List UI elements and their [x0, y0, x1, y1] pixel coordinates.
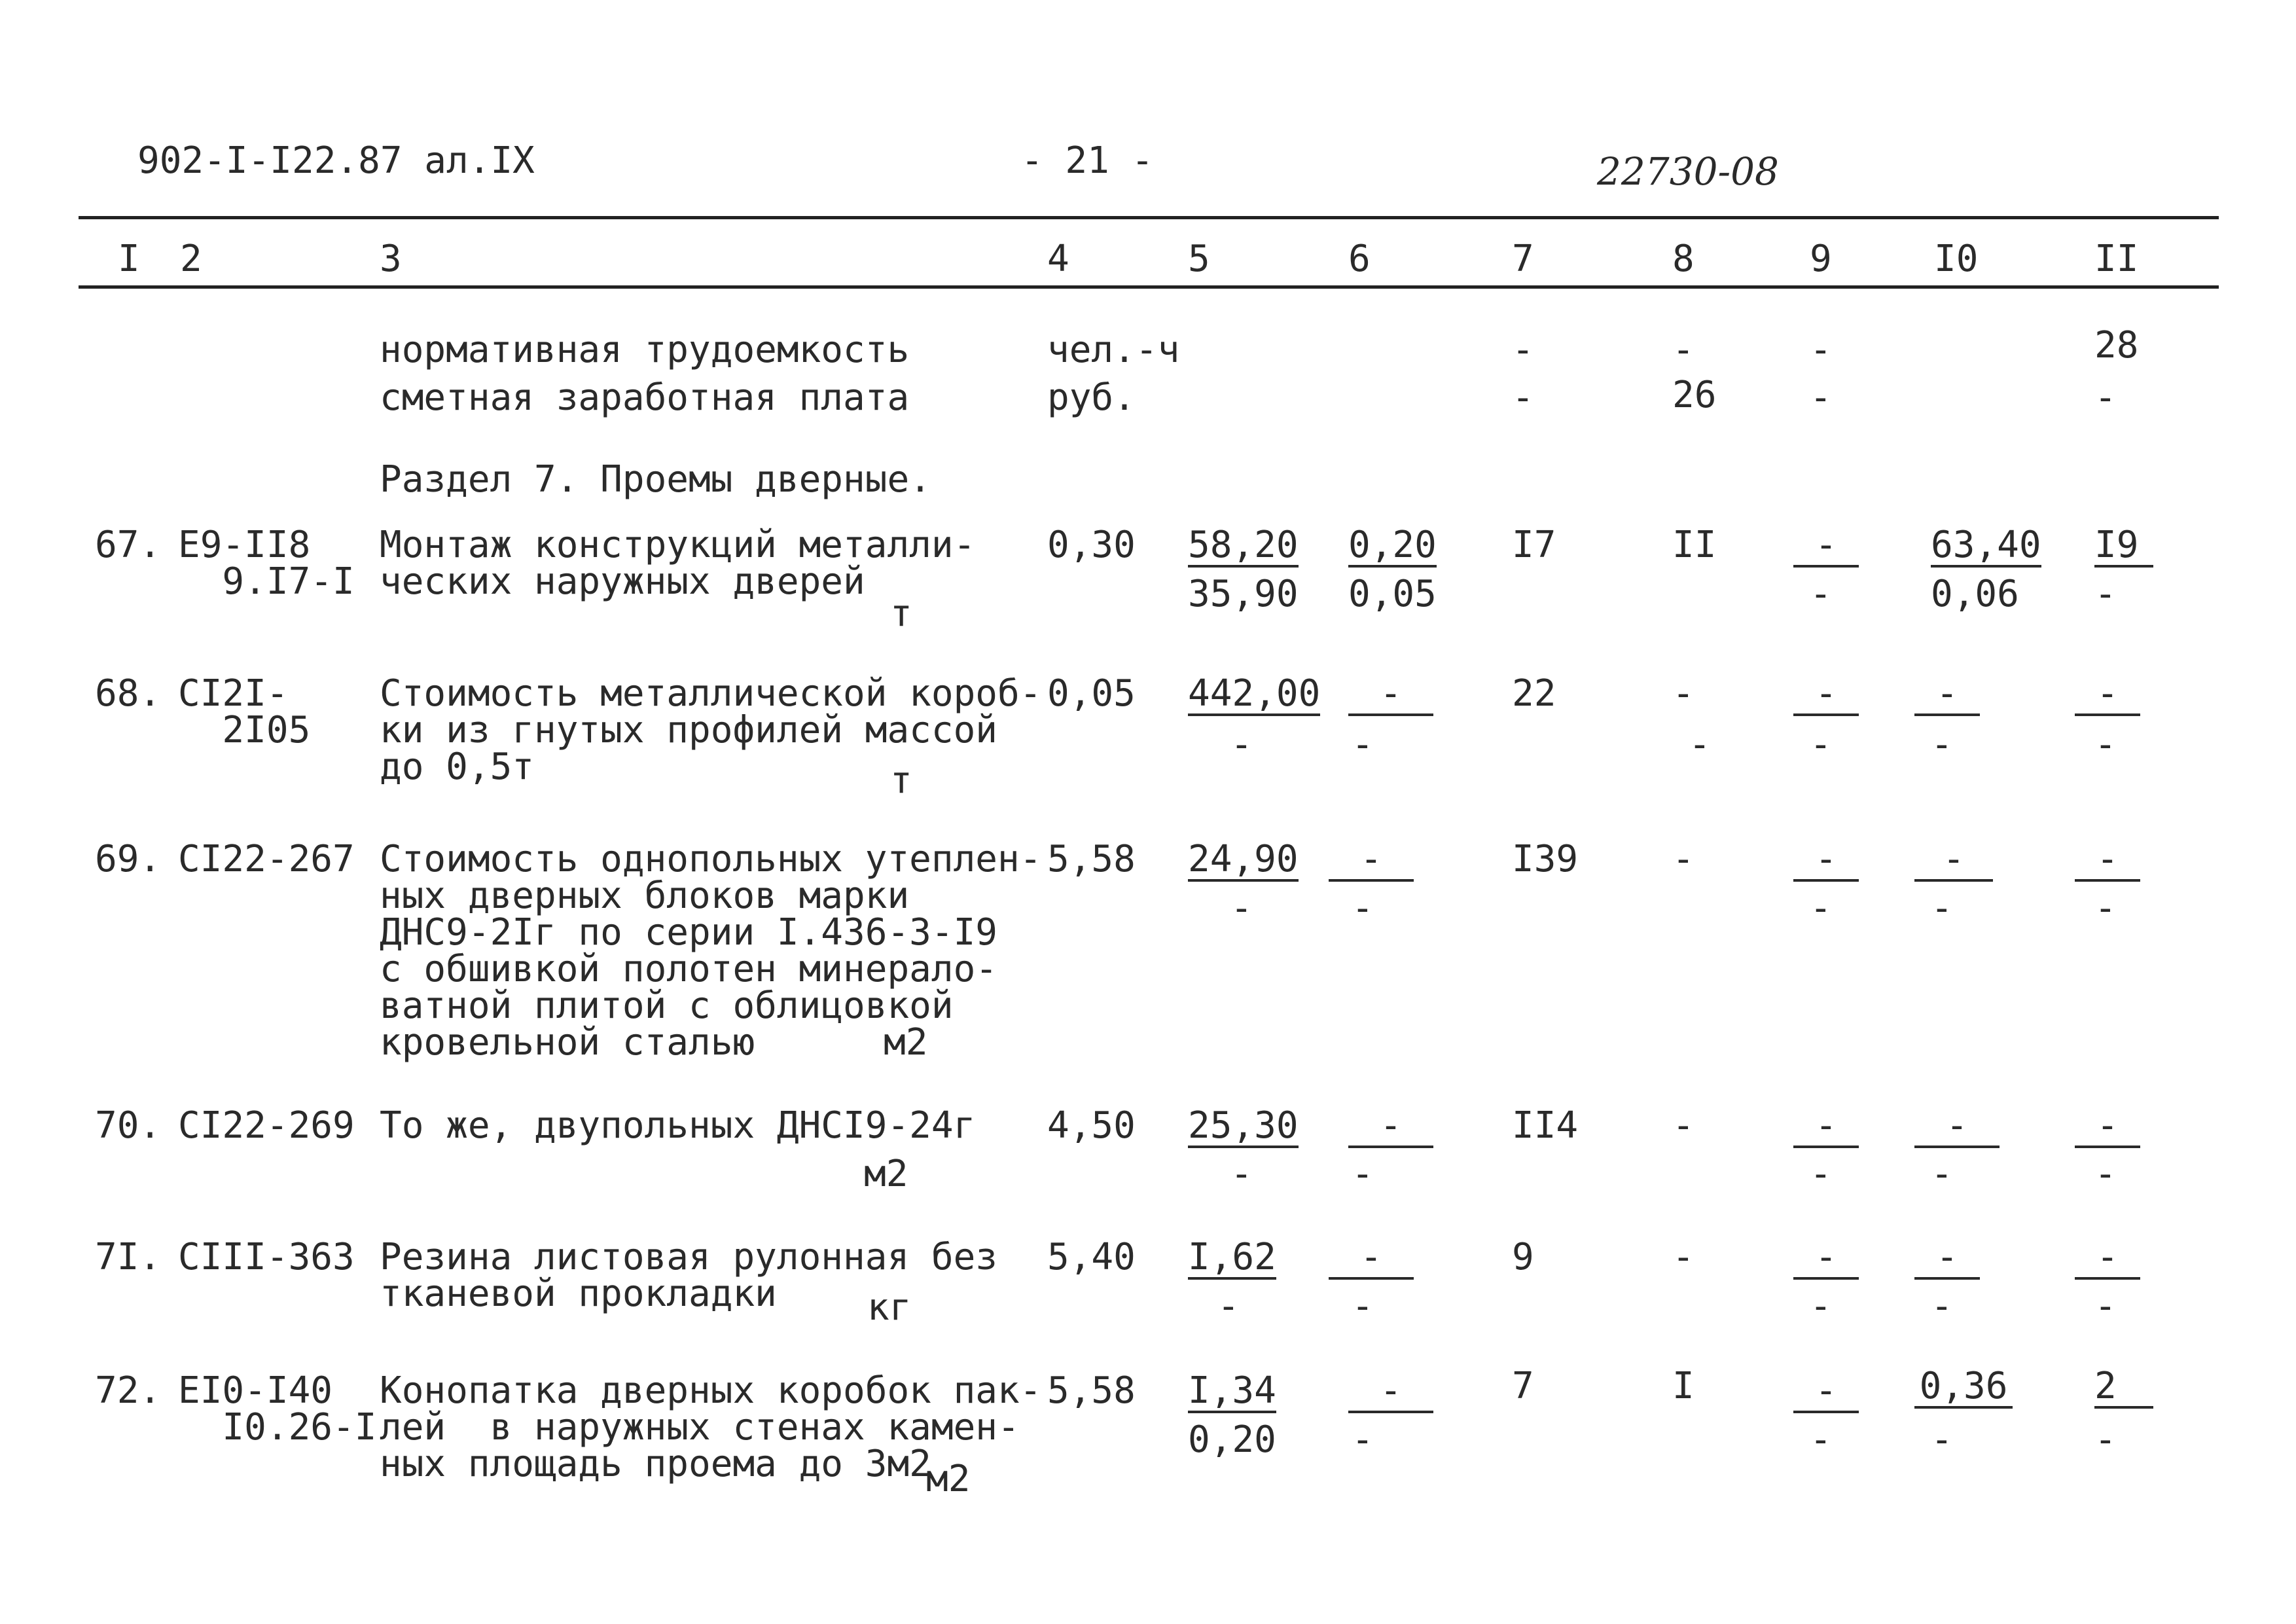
col7-value: I7 — [1512, 524, 1556, 566]
table-header-rule — [79, 285, 2219, 289]
item-description: Стоимость однопольных утеплен- ных дверных блоков марки ДНС9-2Iг по серии I.436-3-I9 с обшивкой полотен минерало- ватной плитой с облицовкой кровельной сталью — [380, 838, 1042, 1064]
col5-bottom: 0,20 — [1188, 1418, 1276, 1461]
col5-bottom: - — [1230, 1153, 1253, 1195]
item-quantity: 5,58 — [1047, 1369, 1136, 1412]
col6-bottom: - — [1352, 1285, 1374, 1327]
col8-value: - — [1672, 672, 1695, 715]
item-unit: т — [890, 759, 912, 802]
labor-col9: - — [1810, 329, 1832, 371]
col5-top: 58,20 — [1188, 524, 1299, 566]
col10-top: - — [1914, 676, 1980, 716]
col7-value: 22 — [1512, 672, 1556, 715]
col10-top: - — [1914, 841, 1993, 882]
labor-col7: - — [1512, 329, 1534, 371]
col11-bottom: - — [2094, 1418, 2117, 1461]
labor-unit: чел.-ч — [1047, 329, 1180, 371]
page-number: - 21 - — [1021, 139, 1154, 182]
section-title: Раздел 7. Проемы дверные. — [380, 458, 931, 501]
item-number: 68. — [95, 672, 162, 715]
col9-bottom: - — [1810, 1418, 1832, 1461]
labor-name: нормативная трудоемкость — [380, 329, 910, 371]
item-code: EI0-I40 I0.26-I — [178, 1369, 377, 1449]
item-quantity: 0,30 — [1047, 524, 1136, 566]
col5-top: 25,30 — [1188, 1104, 1299, 1147]
col11-bottom: - — [2094, 1285, 2117, 1327]
col10-bottom: - — [1931, 1153, 1953, 1195]
column-header-4: 4 — [1047, 238, 1069, 280]
column-header-9: 9 — [1810, 238, 1832, 280]
col9-bottom: - — [1810, 1153, 1832, 1195]
item-quantity: 4,50 — [1047, 1104, 1136, 1147]
column-header-10: I0 — [1934, 238, 1979, 280]
col5-top: 24,90 — [1188, 838, 1299, 880]
item-description: Конопатка дверных коробок пак- лей в наружных стенах камен- ных площадь проема до 3м2 — [380, 1369, 1042, 1485]
column-header-1: I — [118, 238, 140, 280]
item-description: То же, двупольных ДНСI9-24г — [380, 1104, 976, 1147]
item-quantity: 5,40 — [1047, 1236, 1136, 1278]
col5-bottom: - — [1217, 1285, 1240, 1327]
column-header-6: 6 — [1348, 238, 1371, 280]
col10-top: 63,40 — [1931, 524, 2041, 566]
col5-top: 442,00 — [1188, 672, 1321, 715]
item-code: CI22-269 — [178, 1104, 355, 1147]
item-code: CI2I- 2I05 — [178, 672, 311, 751]
item-unit: кг — [867, 1286, 912, 1329]
col8-value: - — [1672, 1104, 1695, 1147]
column-header-2: 2 — [180, 238, 202, 280]
col5-top: I,34 — [1188, 1369, 1276, 1412]
col11-bottom: - — [2094, 887, 2117, 929]
col6-bottom: - — [1352, 1418, 1374, 1461]
item-number: 69. — [95, 838, 162, 880]
labor-col8: 26 — [1672, 374, 1717, 416]
item-number: 72. — [95, 1369, 162, 1412]
col9-bottom: - — [1810, 723, 1832, 766]
item-quantity: 0,05 — [1047, 672, 1136, 715]
column-header-5: 5 — [1188, 238, 1210, 280]
col11-top: - — [2075, 676, 2140, 716]
col6-top: - — [1329, 1239, 1414, 1280]
inventory-number: 22730-08 — [1597, 149, 1779, 194]
item-number: 67. — [95, 524, 162, 566]
labor-name: сметная заработная плата — [380, 376, 910, 419]
col10-bottom: - — [1931, 1285, 1953, 1327]
table-top-rule — [79, 216, 2219, 219]
col6-top: - — [1348, 676, 1433, 716]
col10-bottom: 0,06 — [1931, 573, 2019, 615]
col9-bottom: - — [1810, 887, 1832, 929]
col8-value: II — [1672, 524, 1717, 566]
col5-bottom: 35,90 — [1188, 573, 1299, 615]
item-code: E9-II8 9.I7-I — [178, 524, 355, 603]
item-description: Стоимость металлической короб- ки из гнутых профилей массой до 0,5т — [380, 672, 1042, 788]
col10-top: - — [1914, 1239, 1980, 1280]
document-code: 902-I-I22.87 ал.IX — [137, 139, 535, 182]
col8-bottom: - — [1689, 723, 1711, 766]
item-unit: т — [890, 592, 912, 635]
col7-value: 9 — [1512, 1236, 1534, 1278]
item-unit: м2 — [926, 1458, 971, 1500]
col9-top: - — [1793, 1108, 1859, 1148]
item-code: CI22-267 — [178, 838, 355, 880]
col6-top: 0,20 — [1348, 524, 1437, 566]
col9-top: - — [1793, 1373, 1859, 1413]
col9-top: - — [1793, 841, 1859, 882]
col10-bottom: - — [1931, 887, 1953, 929]
item-quantity: 5,58 — [1047, 838, 1136, 880]
col8-value: - — [1672, 838, 1695, 880]
col6-top: - — [1348, 1108, 1433, 1148]
col6-top: - — [1329, 841, 1414, 882]
column-header-8: 8 — [1672, 238, 1695, 280]
col5-bottom: - — [1230, 887, 1253, 929]
col11-top: - — [2075, 841, 2140, 882]
col11-top: - — [2075, 1239, 2140, 1280]
col6-bottom: - — [1352, 1153, 1374, 1195]
col10-top: - — [1914, 1108, 2000, 1148]
item-unit: м2 — [884, 1021, 928, 1064]
col11-top: 2 — [2094, 1368, 2153, 1409]
item-number: 7I. — [95, 1236, 162, 1278]
item-description: Монтаж конструкций металли- ческих наружных дверей — [380, 524, 976, 603]
col10-top: 0,36 — [1914, 1368, 2013, 1409]
col7-value: I39 — [1512, 838, 1579, 880]
col9-top: - — [1793, 527, 1859, 568]
col5-top: I,62 — [1188, 1236, 1276, 1278]
item-number: 70. — [95, 1104, 162, 1147]
col9-top: - — [1793, 676, 1859, 716]
labor-col9: - — [1810, 376, 1832, 419]
col7-value: II4 — [1512, 1104, 1579, 1147]
col11-top: I9 — [2094, 527, 2153, 568]
col8-value: - — [1672, 1236, 1695, 1278]
item-unit: м2 — [864, 1153, 908, 1195]
col7-value: 7 — [1512, 1365, 1534, 1407]
col11-bottom: - — [2094, 723, 2117, 766]
col9-top: - — [1793, 1239, 1859, 1280]
column-header-3: 3 — [380, 238, 402, 280]
col11-top: - — [2075, 1108, 2140, 1148]
col9-bottom: - — [1810, 1285, 1832, 1327]
col9-bottom: - — [1810, 573, 1832, 615]
labor-unit: руб. — [1047, 376, 1136, 419]
col6-top: - — [1348, 1373, 1433, 1413]
col6-bottom: - — [1352, 723, 1374, 766]
col6-bottom: 0,05 — [1348, 573, 1437, 615]
labor-col11: 28 — [2094, 324, 2139, 367]
item-description: Резина листовая рулонная без тканевой прокладки — [380, 1236, 998, 1315]
column-header-11: II — [2094, 238, 2139, 280]
col6-bottom: - — [1352, 887, 1374, 929]
item-code: CIII-363 — [178, 1236, 355, 1278]
column-header-7: 7 — [1512, 238, 1534, 280]
col8-value: I — [1672, 1365, 1695, 1407]
col5-bottom: - — [1230, 723, 1253, 766]
col10-bottom: - — [1931, 723, 1953, 766]
col10-bottom: - — [1931, 1418, 1953, 1461]
labor-col7: - — [1512, 376, 1534, 419]
col11-bottom: - — [2094, 573, 2117, 615]
col11-bottom: - — [2094, 1153, 2117, 1195]
labor-col8: - — [1672, 329, 1695, 371]
labor-col11: - — [2094, 376, 2117, 419]
